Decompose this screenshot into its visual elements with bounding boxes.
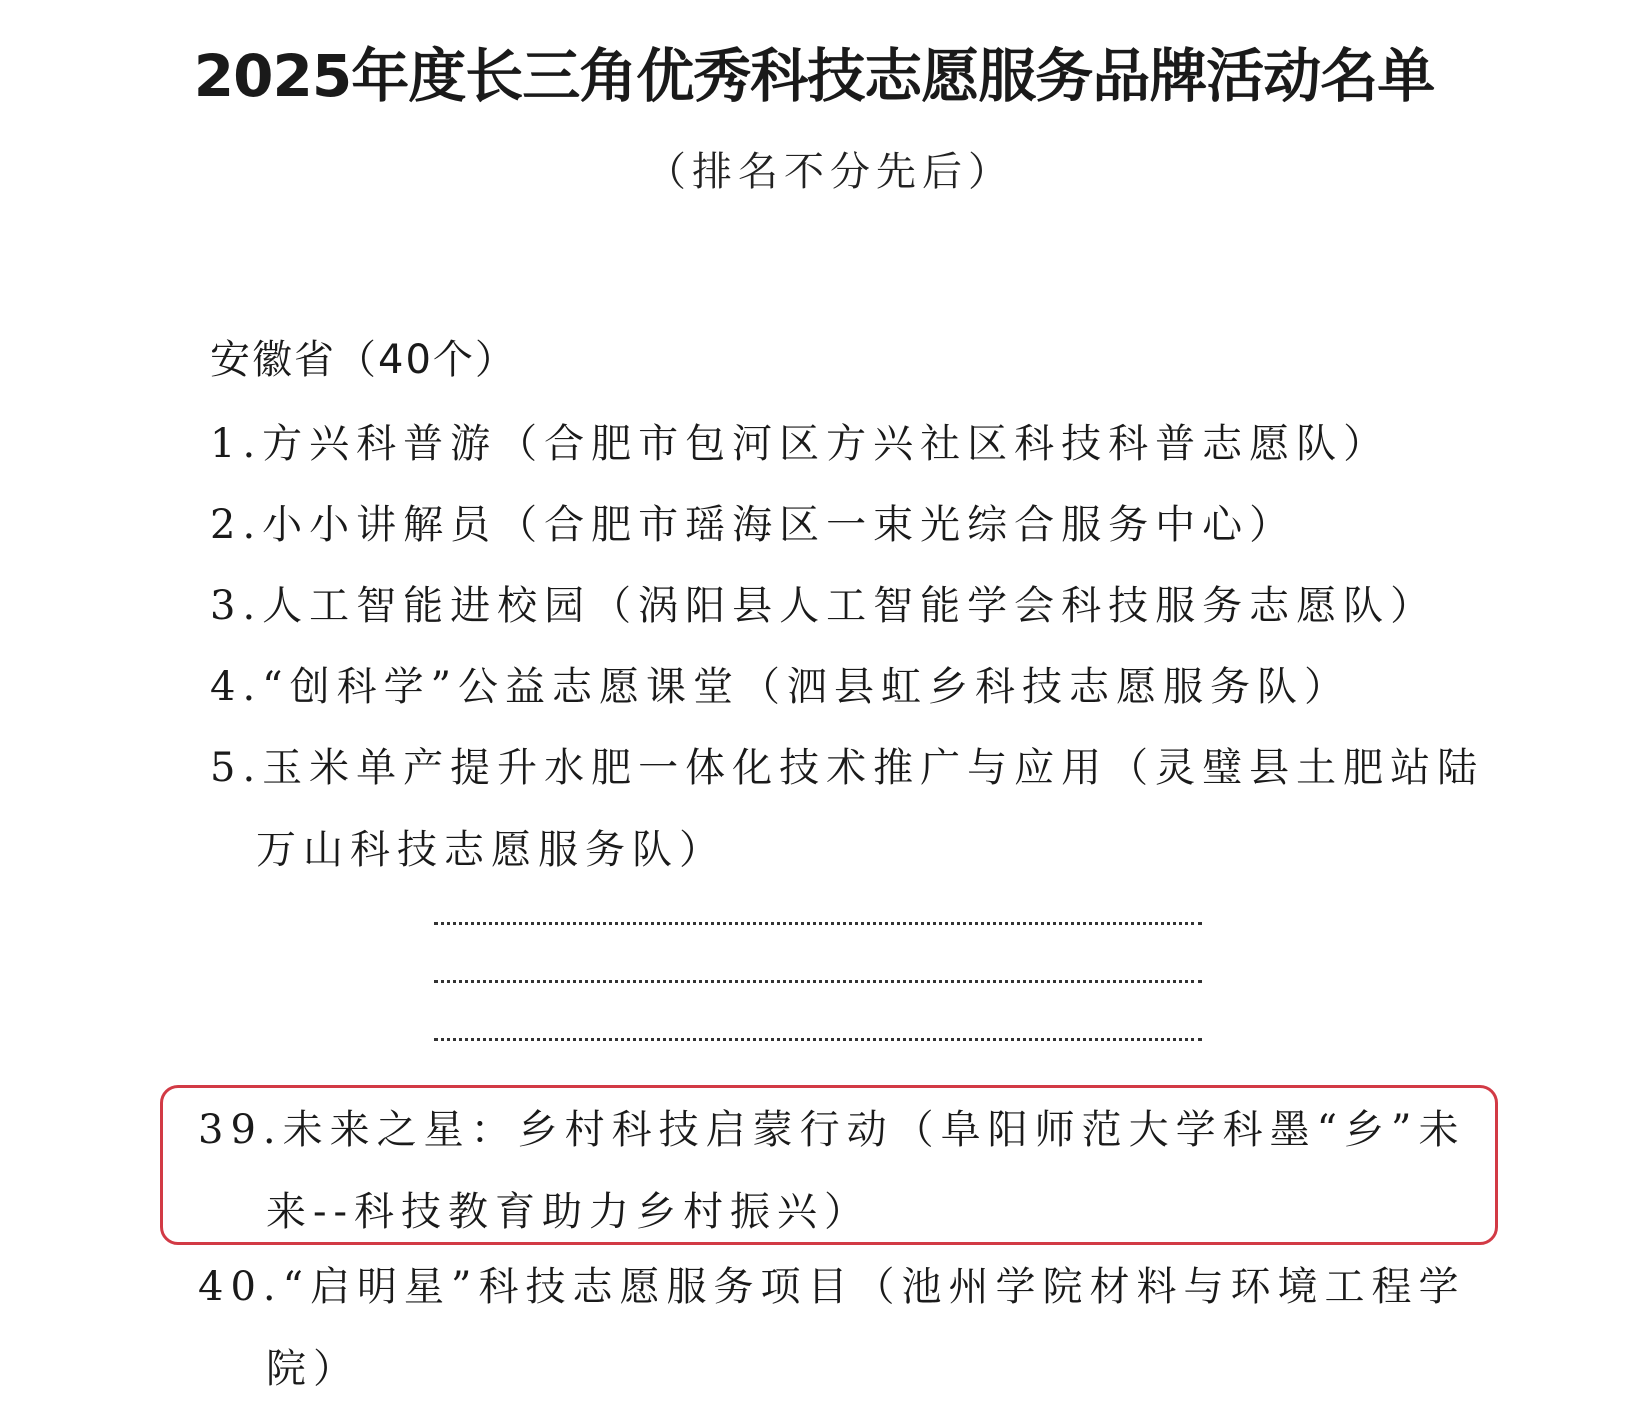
- ellipsis-divider: [434, 922, 1202, 925]
- list-item-text: 4.“创科学”公益志愿课堂（泗县虹乡科技志愿服务队）: [210, 664, 1352, 710]
- document-title: 2025年度长三角优秀科技志愿服务品牌活动名单: [193, 42, 1435, 110]
- list-item-text: 3.人工智能进校园（涡阳县人工智能学会科技服务志愿队）: [210, 583, 1438, 629]
- ellipsis-divider: [434, 1038, 1202, 1041]
- list-item: [198, 1246, 1466, 1410]
- list-item-text: 5.玉米单产提升水肥一体化技术推广与应用（灵璧县土肥站陆: [210, 745, 1485, 791]
- list-item: [210, 403, 1440, 485]
- list-item-text: 1.方兴科普游（合肥市包河区方兴社区科技科普志愿队）: [210, 421, 1391, 467]
- province-heading: 安徽省（40个）: [210, 337, 517, 383]
- list-item-text: 40.“启明星”科技志愿服务项目（池州学院材料与环境工程学: [198, 1264, 1466, 1310]
- list-item: [210, 565, 1440, 647]
- list-item-text-continued: 万山科技志愿服务队）: [256, 827, 726, 873]
- list-item-highlighted: [198, 1089, 1466, 1253]
- list-item-text-continued: 来--科技教育助力乡村振兴）: [266, 1189, 872, 1235]
- list-item: [210, 727, 1485, 891]
- document-subtitle: （排名不分先后）: [646, 149, 1014, 195]
- ellipsis-divider: [434, 980, 1202, 983]
- list-item-text: 2.小小讲解员（合肥市瑶海区一束光综合服务中心）: [210, 502, 1297, 548]
- list-item: [210, 484, 1440, 566]
- list-item-text: 39.未来之星：乡村科技启蒙行动（阜阳师范大学科墨“乡”未: [198, 1107, 1466, 1153]
- list-item-text-continued: 院）: [266, 1346, 360, 1392]
- list-item: [210, 646, 1440, 728]
